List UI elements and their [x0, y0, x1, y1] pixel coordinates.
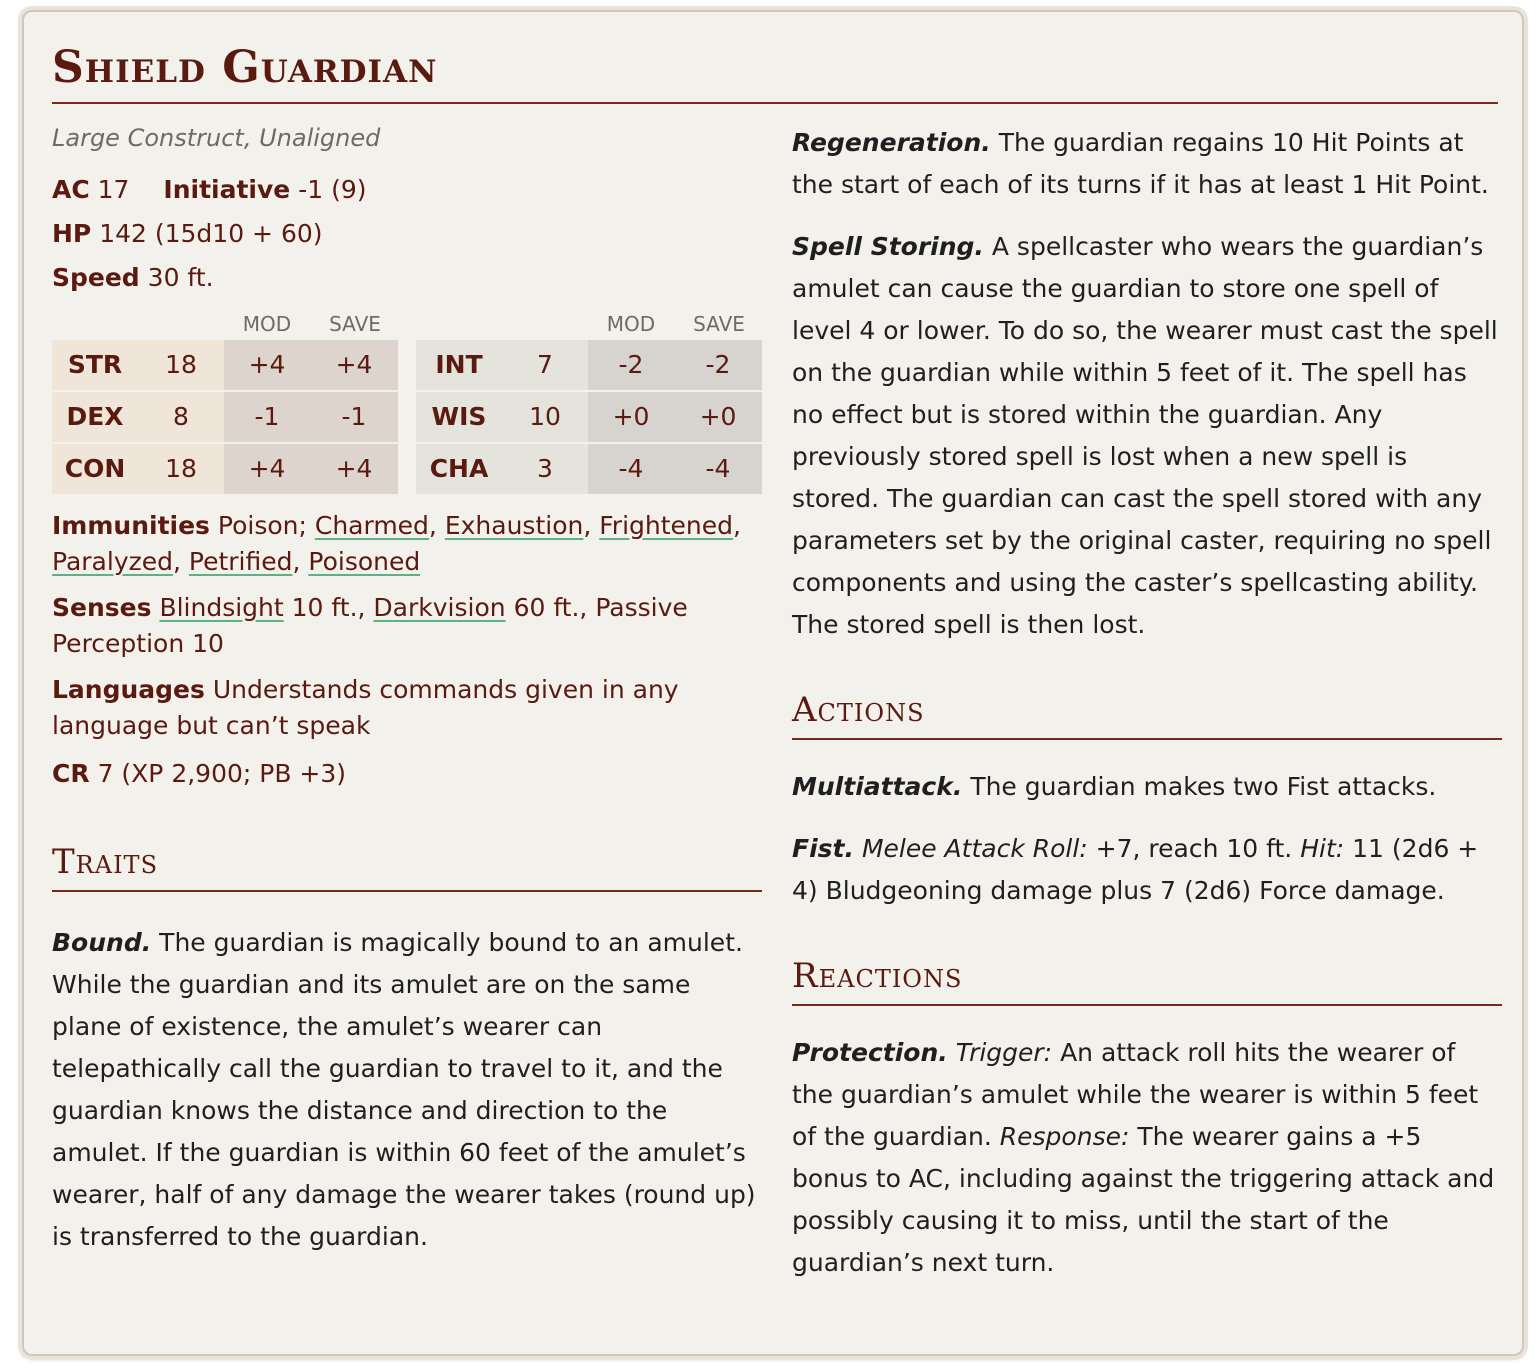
ability-mod: -1 — [224, 392, 310, 442]
sense-link-blindsight[interactable]: Blindsight — [159, 593, 284, 622]
languages-value: Understands commands given in any language but can’t speak — [52, 675, 679, 740]
trait-name: Bound. — [52, 928, 152, 957]
trait-spell-storing — [792, 226, 1502, 646]
languages-label: Languages — [52, 675, 205, 704]
ability-header — [52, 306, 398, 340]
speed-value: 30 ft. — [147, 263, 214, 292]
ac-label: AC — [52, 175, 90, 204]
senses-label: Senses — [52, 593, 152, 622]
ability-score: 18 — [138, 340, 224, 390]
ability-row-str — [52, 340, 398, 392]
response-label: Response: — [999, 1122, 1130, 1151]
hp-label: HP — [52, 219, 92, 248]
ability-name: STR — [52, 340, 138, 390]
monster-subtitle: Large Construct, Unaligned — [52, 124, 381, 152]
hp-row — [52, 216, 762, 252]
mod-header: MOD — [242, 312, 292, 336]
ability-mod: -2 — [588, 340, 674, 390]
stat-block-card — [22, 10, 1524, 1356]
condition-link-poisoned[interactable]: Poisoned — [308, 547, 421, 576]
darkvision-range: 60 ft., Passive Perception 10 — [52, 593, 688, 658]
trigger-text: An attack roll hits the wearer of the guardian’s amulet while the wearer is within 5 feet of the guardian. — [792, 1038, 1479, 1151]
condition-link-frightened[interactable]: Frightened — [599, 511, 734, 540]
monster-title: Shield Guardian — [52, 42, 438, 93]
title-divider — [52, 102, 1498, 104]
attack-text: +7, reach 10 ft. — [1095, 834, 1293, 863]
initiative-value: -1 (9) — [298, 175, 367, 204]
hp-value: 142 (15d10 + 60) — [99, 219, 323, 248]
condition-link-paralyzed[interactable]: Paralyzed — [52, 547, 173, 576]
ability-score: 3 — [502, 444, 588, 494]
ability-scores — [52, 306, 762, 496]
attack-label: Melee Attack Roll: — [861, 834, 1088, 863]
ability-name: INT — [416, 340, 502, 390]
ability-table-mental — [416, 306, 762, 496]
initiative-label: Initiative — [163, 175, 291, 204]
trigger-label: Trigger: — [955, 1038, 1053, 1067]
ability-save: +4 — [310, 444, 398, 494]
ability-name: CON — [52, 444, 138, 494]
ability-score: 10 — [502, 392, 588, 442]
response-text: The wearer gains a +5 bonus to AC, including against the triggering attack and possibly causing it to miss, until the start of the guardian’s next turn. — [792, 1122, 1495, 1277]
ability-mod: +4 — [224, 340, 310, 390]
hit-text: 11 (2d6 + 4) Bludgeoning damage plus 7 (2d6) Force damage. — [792, 834, 1479, 905]
languages-line — [52, 672, 762, 744]
ability-save: +0 — [674, 392, 762, 442]
action-text: The guardian makes two Fist attacks. — [970, 772, 1437, 801]
action-fist — [792, 828, 1502, 912]
save-header: SAVE — [329, 312, 381, 336]
trait-regeneration — [792, 122, 1502, 206]
ability-table-physical — [52, 306, 398, 496]
ability-mod: +0 — [588, 392, 674, 442]
ability-score: 18 — [138, 444, 224, 494]
ability-score: 8 — [138, 392, 224, 442]
ability-save: +4 — [310, 340, 398, 390]
left-column — [52, 122, 762, 1258]
trait-name: Regeneration. — [792, 128, 991, 157]
traits-heading: Traits — [52, 842, 762, 892]
reaction-name: Protection. — [792, 1038, 948, 1067]
reactions-heading: Reactions — [792, 956, 1502, 1006]
ability-name: WIS — [416, 392, 502, 442]
ability-name: DEX — [52, 392, 138, 442]
damage-immunity: Poison; — [217, 511, 307, 540]
action-name: Fist. — [792, 834, 854, 863]
reaction-protection — [792, 1032, 1502, 1284]
ac-initiative-row — [52, 172, 762, 208]
right-column — [792, 122, 1502, 1284]
condition-link-exhaustion[interactable]: Exhaustion — [444, 511, 584, 540]
cr-line — [52, 756, 762, 792]
trait-text: The guardian is magically bound to an amulet. While the guardian and its amulet are on the same plane of existence, the amulet’s wearer can telepathically call the guardian to travel to it, and the guardian knows the distance and direction to the amulet. If the guardian is within 60 feet of the amulet’s wearer, half of any damage the wearer takes (round up) is transferred to the guardian. — [52, 928, 756, 1251]
condition-link-charmed[interactable]: Charmed — [314, 511, 429, 540]
senses-line — [52, 590, 762, 662]
ability-row-int — [416, 340, 762, 392]
ability-header — [416, 306, 762, 340]
ability-mod: +4 — [224, 444, 310, 494]
trait-text: A spellcaster who wears the guardian’s amulet can cause the guardian to store one spell of level 4 or lower. To do so, the wearer must cast the spell on the guardian while within 5 feet of it. The spell has no effect but is stored within the guardian. Any previously stored spell is lost when a new spell is stored. The guardian can cast the spell stored with any parameters set by the original caster, requiring no spell components and using the caster’s spellcasting ability. The stored spell is then lost. — [792, 232, 1498, 639]
ability-save: -2 — [674, 340, 762, 390]
blindsight-range: 10 ft., — [291, 593, 366, 622]
immunities-line: Immunities Poison; Charmed, Exhaustion, Frightened, Paralyzed, Petrified, Poisoned — [52, 511, 741, 576]
ac-value: 17 — [97, 175, 130, 204]
ability-mod: -4 — [588, 444, 674, 494]
trait-text: The guardian regains 10 Hit Points at the start of each of its turns if it has at least 1 Hit Point. — [792, 128, 1489, 199]
mod-header: MOD — [606, 312, 656, 336]
sense-link-darkvision[interactable]: Darkvision — [373, 593, 506, 622]
speed-label: Speed — [52, 263, 140, 292]
condition-link-petrified[interactable]: Petrified — [188, 547, 293, 576]
ability-score: 7 — [502, 340, 588, 390]
ability-row-cha — [416, 444, 762, 496]
action-multiattack — [792, 766, 1502, 808]
cr-label: CR — [52, 759, 90, 788]
trait-bound — [52, 922, 762, 1258]
save-header: SAVE — [693, 312, 745, 336]
immunities-label: Immunities — [52, 511, 210, 540]
ability-row-con — [52, 444, 398, 496]
cr-value: 7 (XP 2,900; PB +3) — [97, 759, 347, 788]
trait-name: Spell Storing. — [792, 232, 984, 261]
ability-row-wis — [416, 392, 762, 444]
action-name: Multiattack. — [792, 772, 963, 801]
ability-save: -4 — [674, 444, 762, 494]
hit-label: Hit: — [1300, 834, 1345, 863]
ability-name: CHA — [416, 444, 502, 494]
ability-row-dex — [52, 392, 398, 444]
actions-heading: Actions — [792, 690, 1502, 740]
speed-row — [52, 260, 762, 296]
ability-save: -1 — [310, 392, 398, 442]
